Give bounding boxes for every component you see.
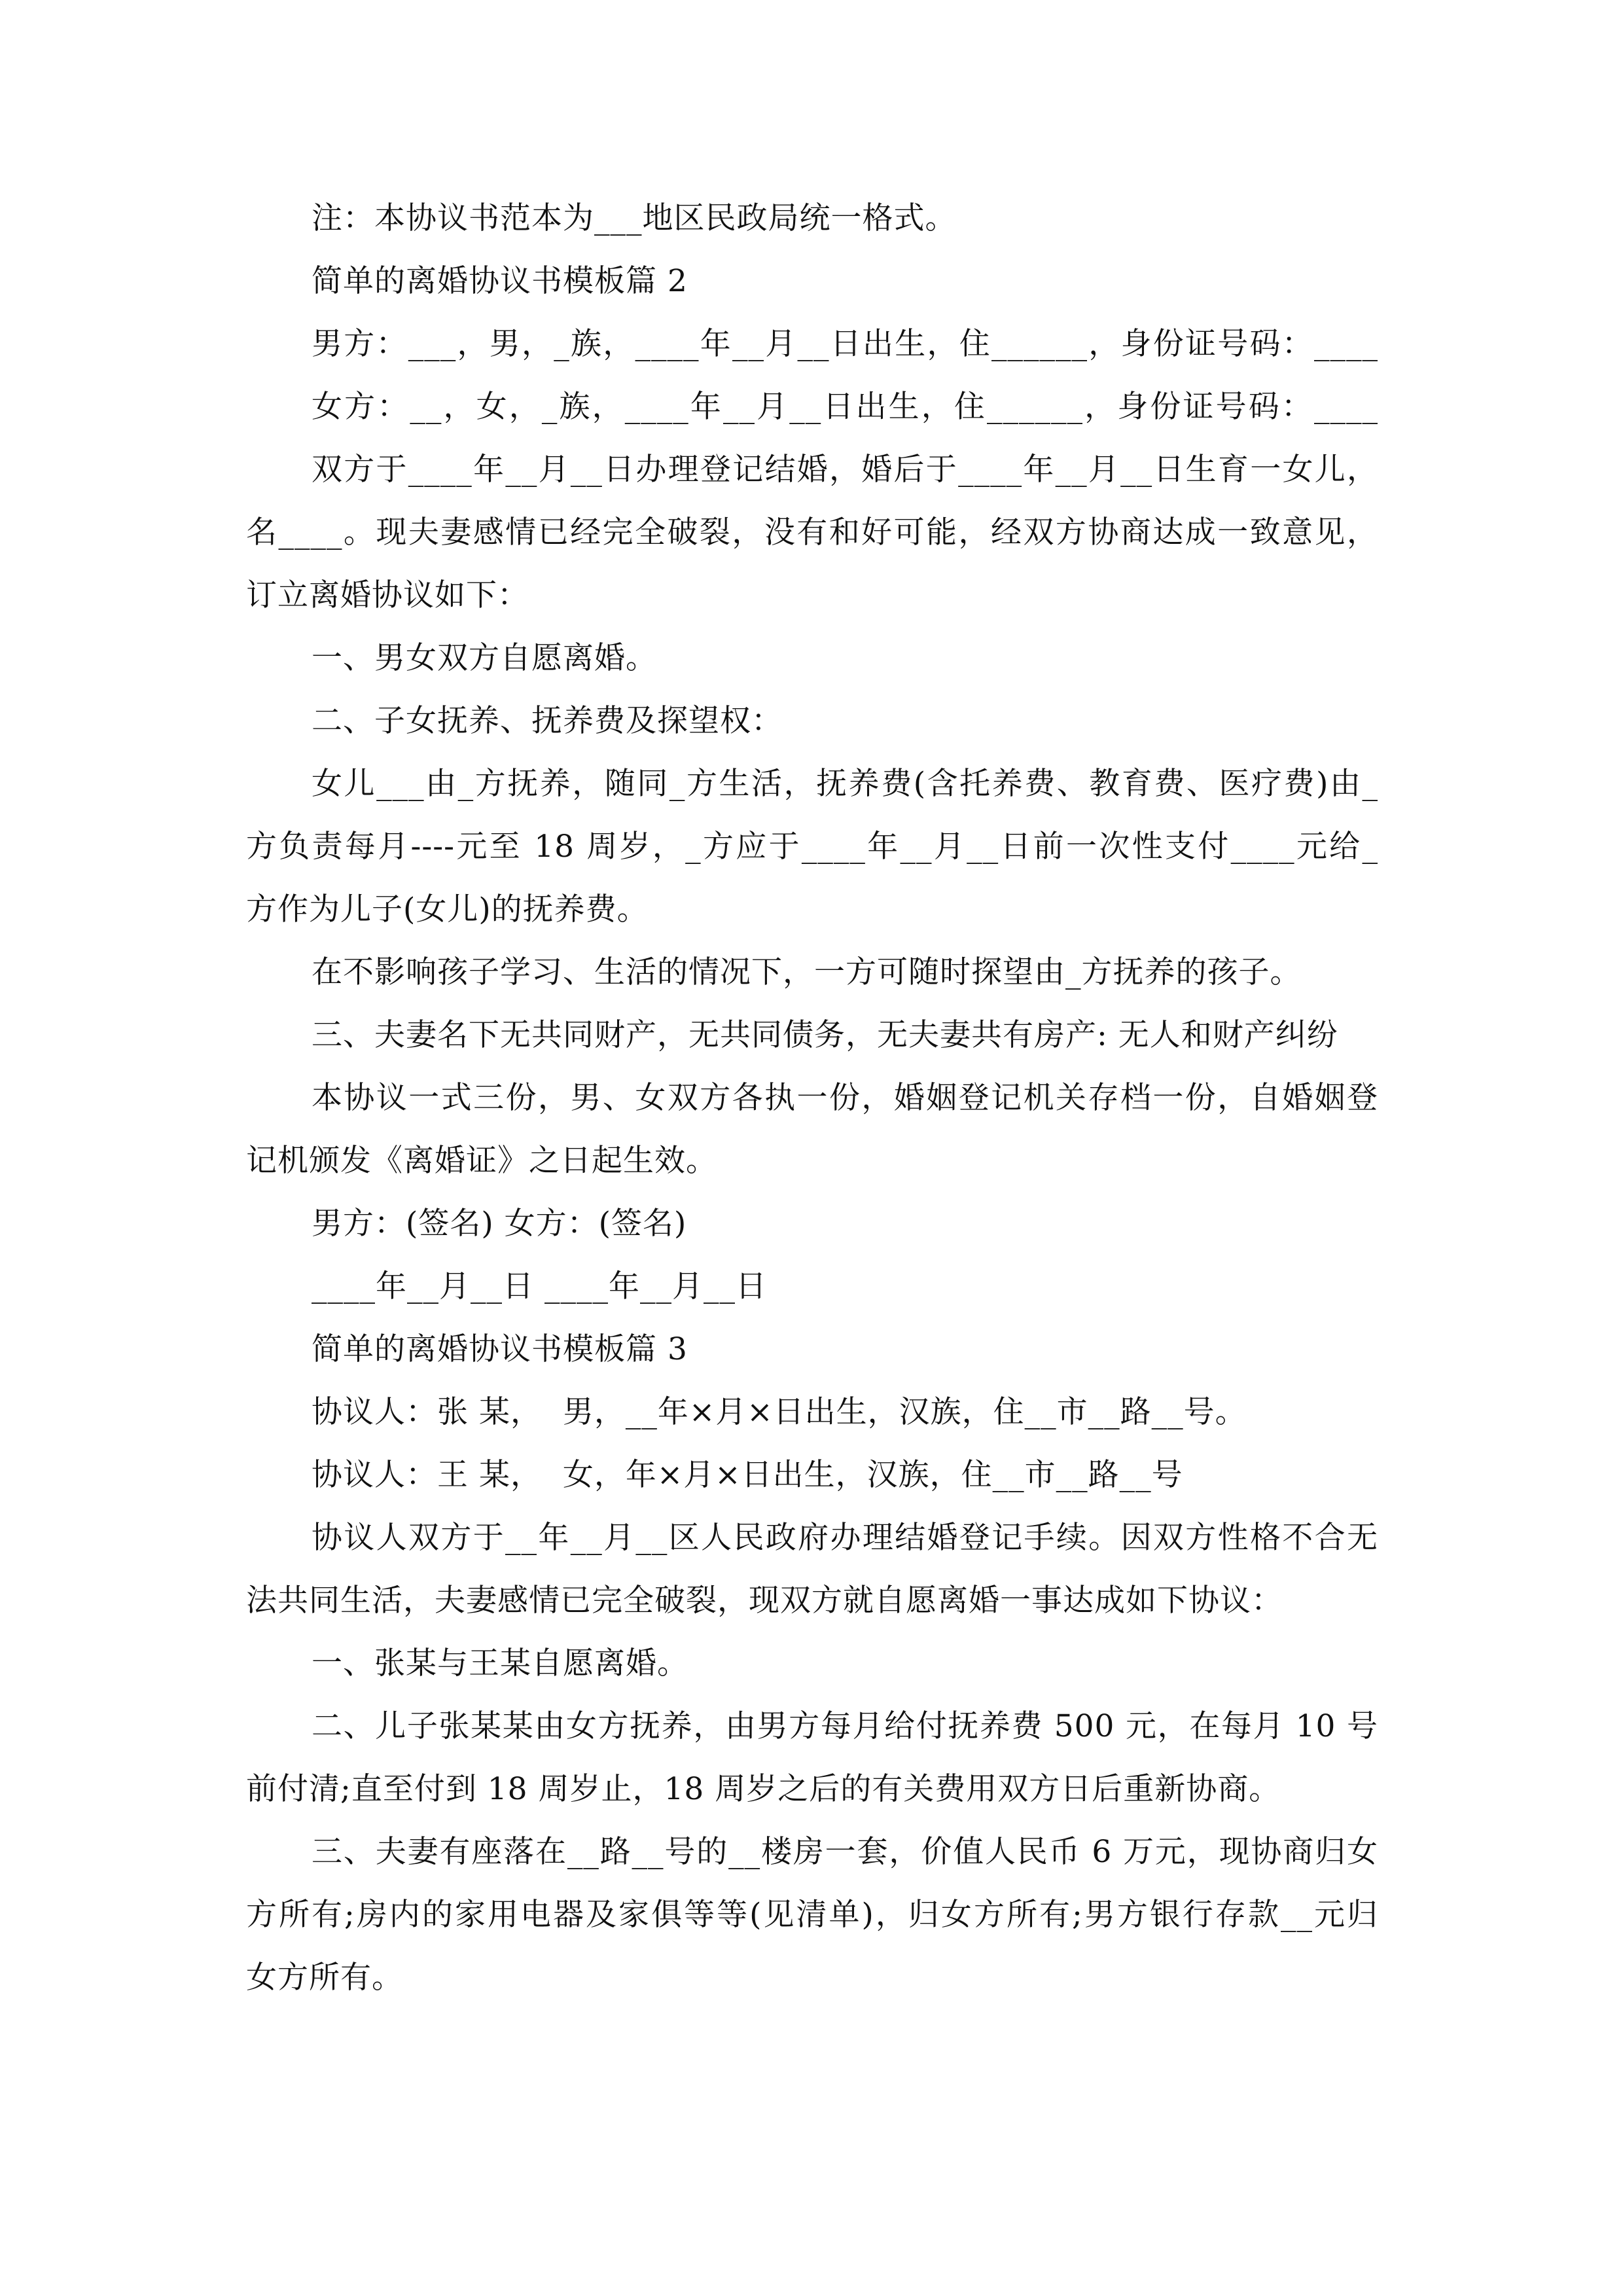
clause-line: 一、张某与王某自愿离婚。: [312, 1645, 688, 1681]
paragraph-line: 本协议一式三份，男、女双方各执一份，婚姻登记机关存档一份，自婚姻登: [312, 1080, 1378, 1116]
party-line: 协议人：王 某， 女，年×月×日出生，汉族，住__市__路__号: [312, 1457, 1183, 1493]
clause-line: 二、子女抚养、抚养费及探望权：: [312, 703, 783, 739]
paragraph-line: 方作为儿子(女儿)的抚养费。: [246, 891, 649, 927]
date-line: ____年__月__日 ____年__月__日: [312, 1268, 767, 1304]
clause-line: 二、儿子张某某由女方抚养，由男方每月给付抚养费 500 元，在每月 10 号: [312, 1708, 1378, 1744]
clause-line: 三、夫妻名下无共同财产，无共同债务，无夫妻共有房产: 无人和财产纠纷: [312, 1017, 1338, 1053]
signature-line: 男方：(签名) 女方：(签名): [312, 1206, 687, 1242]
female-party-line: 女方：__，女，_族，____年__月__日出生，住______，身份证号码：____: [312, 389, 1378, 425]
paragraph-line: 前付清;直至付到 18 周岁止，18 周岁之后的有关费用双方日后重新协商。: [246, 1771, 1281, 1807]
paragraph-line: 女方所有。: [246, 1960, 403, 1996]
section-title-2: 简单的离婚协议书模板篇 2: [312, 263, 688, 299]
note-line: 注：本协议书范本为___地区民政局统一格式。: [312, 200, 957, 236]
paragraph-line: 女儿___由_方抚养，随同_方生活，抚养费(含托养费、教育费、医疗费)由_: [312, 766, 1378, 802]
paragraph-line: 方负责每月----元至 18 周岁，_方应于____年__月__日前一次性支付____元给_: [246, 829, 1378, 865]
paragraph-line: 名____。现夫妻感情已经完全破裂，没有和好可能，经双方协商达成一致意见，: [246, 514, 1378, 550]
section-title-3: 简单的离婚协议书模板篇 3: [312, 1331, 688, 1367]
paragraph-line: 记机颁发《离婚证》之日起生效。: [246, 1143, 717, 1179]
paragraph-line: 双方于____年__月__日办理登记结婚，婚后于____年__月__日生育一女儿，: [312, 452, 1378, 488]
paragraph-line: 法共同生活，夫妻感情已完全破裂，现双方就自愿离婚一事达成如下协议：: [246, 1583, 1283, 1619]
paragraph-line: 订立离婚协议如下：: [246, 577, 529, 613]
clause-line: 一、男女双方自愿离婚。: [312, 640, 657, 676]
party-line: 协议人：张 某， 男，__年×月×日出生，汉族，住__市__路__号。: [312, 1394, 1247, 1430]
clause-line: 三、夫妻有座落在__路__号的__楼房一套，价值人民币 6 万元，现协商归女: [312, 1834, 1378, 1870]
paragraph-line: 方所有;房内的家用电器及家俱等等(见清单)，归女方所有;男方银行存款__元归: [246, 1897, 1378, 1933]
paragraph-line: 协议人双方于__年__月__区人民政府办理结婚登记手续。因双方性格不合无: [312, 1520, 1378, 1556]
paragraph-line: 在不影响孩子学习、生活的情况下，一方可随时探望由_方抚养的孩子。: [312, 954, 1302, 990]
male-party-line: 男方：___，男，_族，____年__月__日出生，住______，身份证号码：____: [312, 326, 1378, 362]
